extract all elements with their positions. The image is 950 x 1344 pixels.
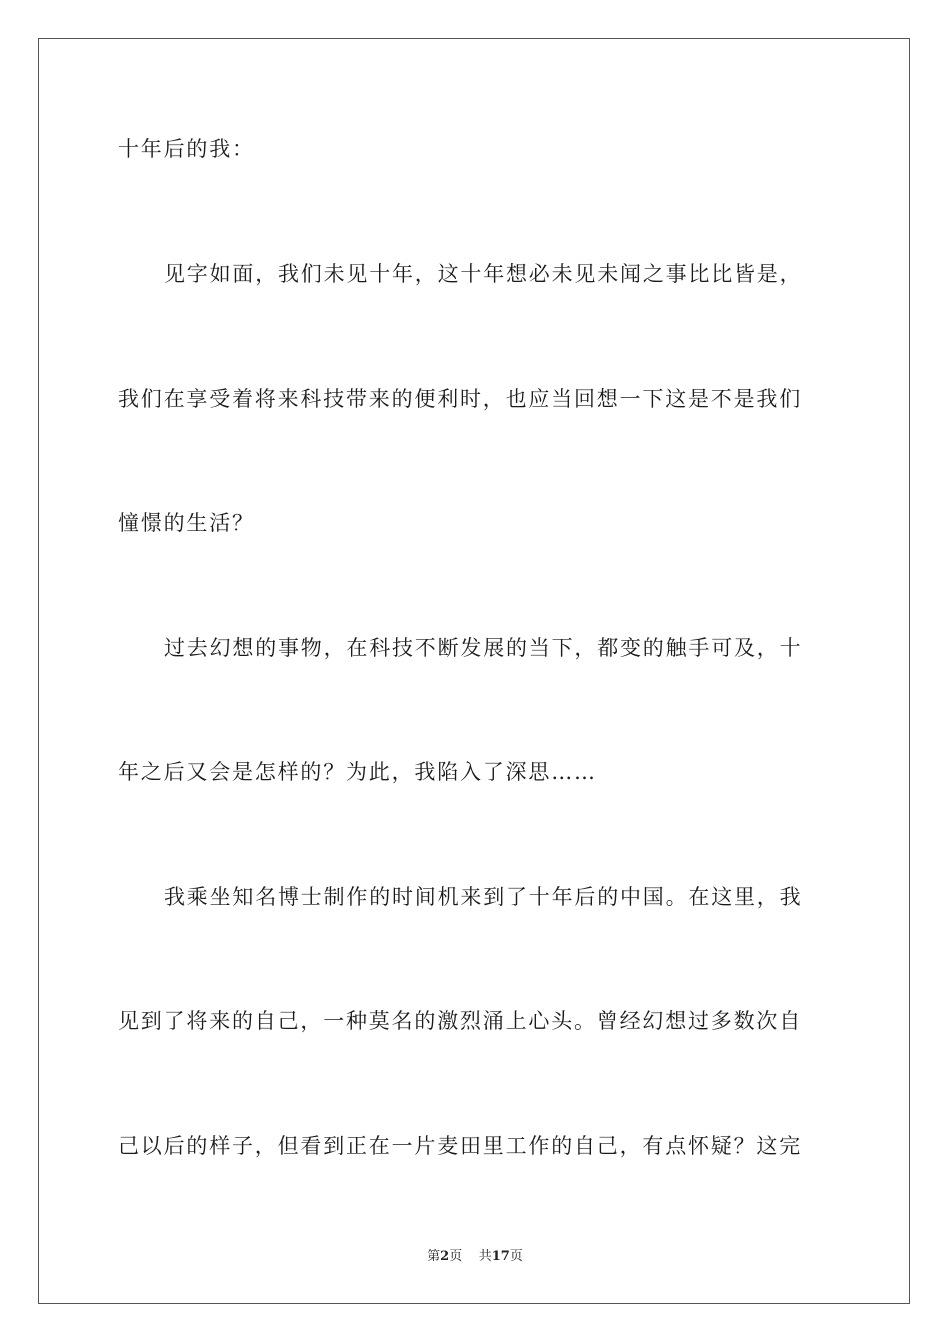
- paragraph-1-line-1: 见字如面，我们未见十年，这十年想必未见未闻之事比比皆是，: [164, 262, 803, 286]
- salutation-line: 十年后的我：: [118, 137, 255, 161]
- paragraph-2-line-2: 年之后又会是怎样的？为此，我陷入了深思……: [118, 760, 597, 784]
- paragraph-1-line-2: 我们在享受着将来科技带来的便利时，也应当回想一下这是不是我们: [118, 387, 802, 411]
- paragraph-3-line-1: 我乘坐知名博士制作的时间机来到了十年后的中国。在这里，我: [164, 885, 803, 909]
- total-pages: 17: [491, 1249, 510, 1264]
- total-prefix: 共: [478, 1249, 492, 1264]
- paragraph-3-line-3: 己以后的样子，但看到正在一片麦田里工作的自己，有点怀疑？这完: [118, 1134, 802, 1158]
- paragraph-2-line-1: 过去幻想的事物，在科技不断发展的当下，都变的触手可及，十: [164, 636, 803, 660]
- page-border: [38, 38, 910, 1304]
- paragraph-3-line-2: 见到了将来的自己，一种莫名的激烈涌上心头。曾经幻想过多数次自: [118, 1009, 802, 1033]
- page-number: 2: [440, 1249, 450, 1264]
- page-footer: [0, 1248, 950, 1266]
- total-suffix: 页: [509, 1249, 523, 1264]
- paragraph-1-line-3: 憧憬的生活？: [118, 511, 255, 535]
- page-prefix: 第: [427, 1249, 441, 1264]
- page-suffix: 页: [449, 1249, 463, 1264]
